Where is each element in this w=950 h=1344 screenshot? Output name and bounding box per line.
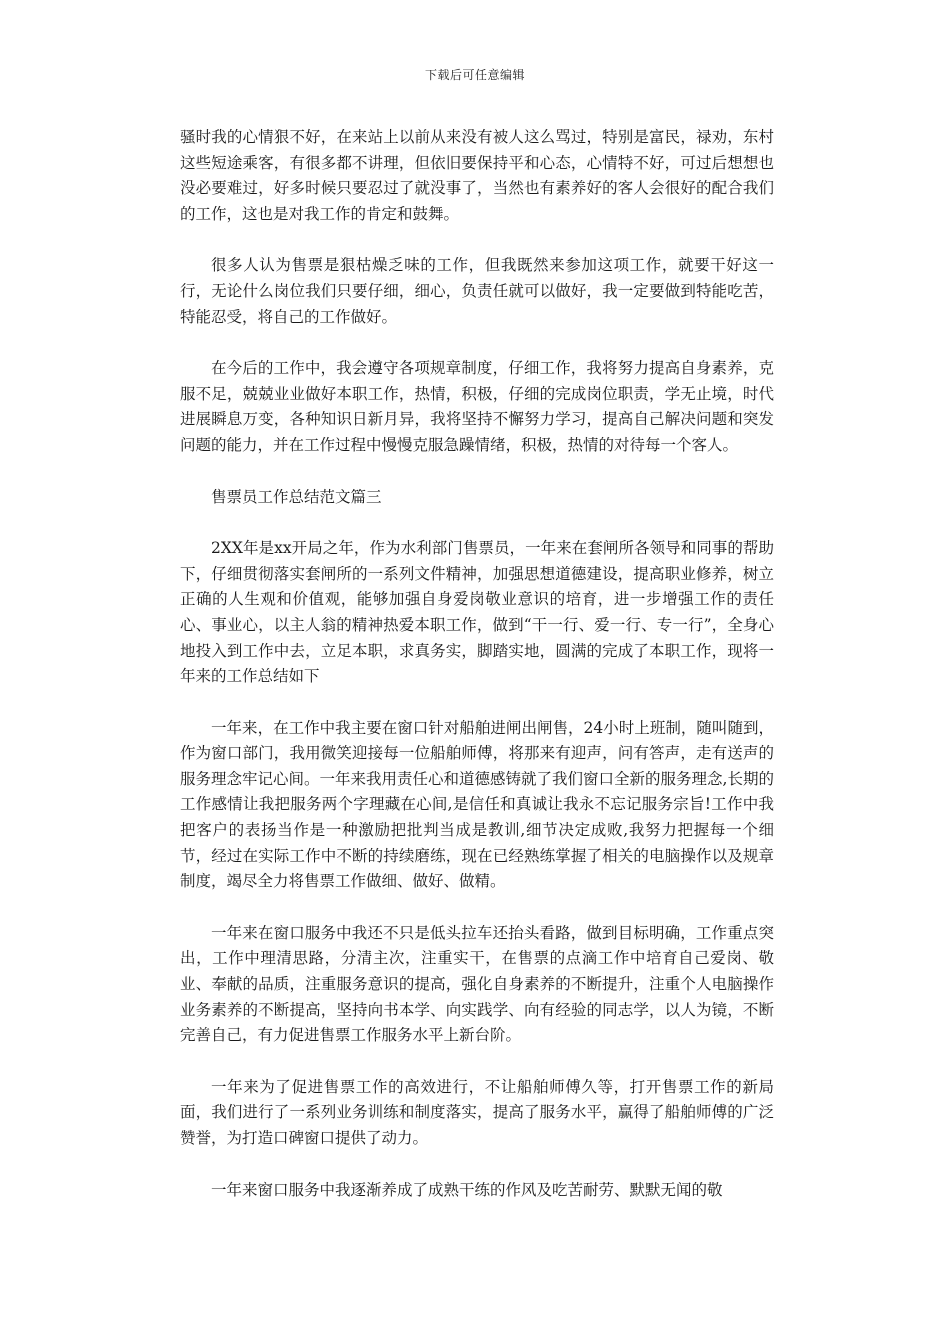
paragraph: 一年来，在工作中我主要在窗口针对船舶进闸出闸售，24小时上班制，随叫随到，作为窗口部门，我用微笑迎接每一位船舶师傅，将那来有迎声，问有答声，走有送声的服务理念牢记心间。一年来我用责任心和道德感铸就了我们窗口全新的服务理念,长期的工作感情让我把服务两个字理藏在心间,是信任和真诚让我永不忘记服务宗旨!工作中我把客户的表扬当作是一种激励把批判当成是教训,细节决定成败,我努力把握每一个细节，经过在实际工作中不断的持续磨练，现在已经熟练掌握了相关的电脑操作以及规章制度，竭尽全力将售票工作做细、做好、做精。 (180, 718, 774, 891)
paragraph-continued: 骚时我的心情狠不好，在来站上以前从来没有被人这么骂过，特别是富民，禄劝，东村这些短途乘客，有很多都不讲理，但依旧要保持平和心态，心情特不好，可过后想想也没必要难过，好多时候只要忍过了就没事了，当然也有素养好的客人会很好的配合我们的工作，这也是对我工作的肯定和鼓舞。 (180, 128, 774, 223)
paragraph-truncated: 一年来窗口服务中我逐渐养成了成熟干练的作风及吃苦耐劳、默默无闻的敬 (211, 1180, 723, 1199)
paragraph: 很多人认为售票是狠枯燥乏味的工作，但我既然来参加这项工作，就要干好这一行，无论什么岗位我们只要仔细，细心，负责任就可以做好，我一定要做到特能吃苦，特能忍受，将自己的工作做好。 (180, 256, 774, 326)
paragraph: 在今后的工作中，我会遵守各项规章制度，仔细工作，我将努力提高自身素养，克服不足，兢兢业业做好本职工作，热情，积极，仔细的完成岗位职责，学无止境，时代进展瞬息万变，各种知识日新月异，我将坚持不懈努力学习，提高自己解决问题和突发问题的能力，并在工作过程中慢慢克服急躁情绪，积极，热情的对待每一个客人。 (180, 359, 774, 454)
document-body (180, 125, 774, 1229)
paragraph: 2XX年是xx开局之年，作为水利部门售票员，一年来在套闸所各领导和同事的帮助下，仔细贯彻落实套闸所的一系列文件精神，加强思想道德建设，提高职业修养，树立正确的人生观和价值观，能够加强自身爱岗敬业意识的培育，进一步增强工作的责任心、事业心，以主人翁的精神热爱本职工作，做到“干一行、爱一行、专一行”，全身心地投入到工作中去，立足本职，求真务实，脚踏实地，圆满的完成了本职工作，现将一年来的工作总结如下 (180, 539, 774, 686)
page-header: 下载后可任意编辑 (424, 68, 525, 82)
section-heading: 售票员工作总结范文篇三 (211, 487, 382, 506)
paragraph: 一年来在窗口服务中我还不只是低头拉车还抬头看路，做到目标明确，工作重点突出，工作中理清思路，分清主次，注重实干，在售票的点滴工作中培育自己爱岗、敬业、奉献的品质，注重服务意识的提高，强化自身素养的不断提升，注重个人电脑操作业务素养的不断提高，坚持向书本学、向实践学、向有经验的同志学，以人为镜，不断完善自己，有力促进售票工作服务水平上新台阶。 (180, 923, 774, 1045)
paragraph: 一年来为了促进售票工作的高效进行，不让船舶师傅久等，打开售票工作的新局面，我们进行了一系列业务训练和制度落实，提高了服务水平，赢得了船舶师傅的广泛赞誉，为打造口碑窗口提供了动力。 (180, 1077, 774, 1147)
